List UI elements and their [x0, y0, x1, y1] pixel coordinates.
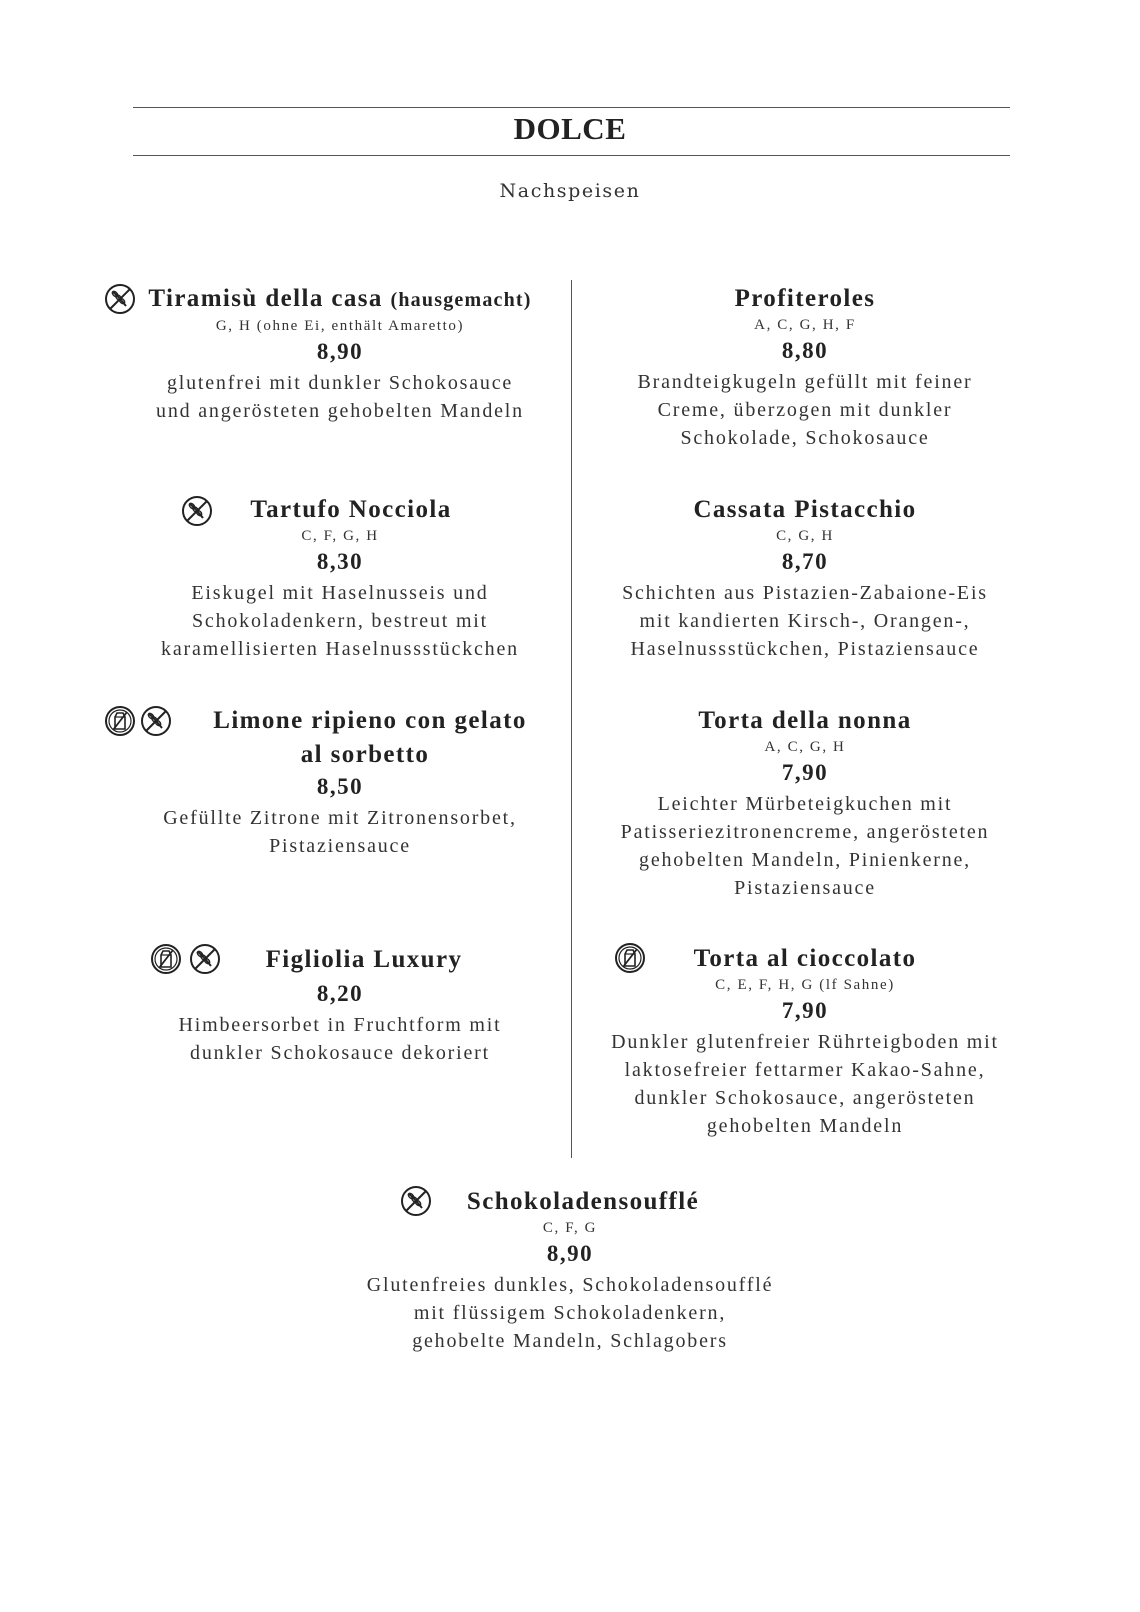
menu-item-limone-ripieno [160, 704, 580, 772]
item-description: Glutenfreies dunkles, Schokoladensoufflé mit flüssigem Schokoladenkern, gehobelte Mandeln, Schlagobers [366, 1274, 774, 1352]
item-price: 8,30 [316, 549, 364, 574]
item-price: 8,90 [546, 1241, 594, 1266]
item-description: Gefüllte Zitrone mit Zitronensorbet, Pistaziensauce [163, 807, 517, 857]
item-allergens: C, G, H [776, 528, 834, 544]
menu-item-limone-details [120, 770, 560, 860]
menu-item-cassata-pistacchio [585, 493, 1025, 663]
menu-item-tartufo-nocciola [120, 493, 560, 663]
item-name: Figliolia Luxury [265, 946, 463, 973]
item-allergens: A, C, G, H [764, 739, 846, 755]
page-title: DOLCE [513, 111, 627, 146]
item-description: Brandteigkugeln gefüllt mit feiner Creme, überzogen mit dunkler Schokolade, Schokosauce [637, 371, 973, 449]
item-price: 7,90 [781, 760, 829, 785]
item-description: Schichten aus Pistazien-Zabaione-Eis mit kandierten Kirsch-, Orangen-, Haselnussstückchen, Pistaziensauce [622, 582, 988, 660]
item-name: Tartufo Nocciola [250, 496, 452, 523]
item-price: 8,80 [781, 338, 829, 363]
menu-item-torta-al-cioccolato [575, 942, 1035, 1140]
top-rule [133, 107, 1010, 108]
item-description: glutenfrei mit dunkler Schokosauce und angerösteten gehobelten Mandeln [156, 372, 524, 422]
item-name: Cassata Pistacchio [693, 496, 917, 523]
item-allergens: G, H (ohne Ei, enthält Amaretto) [215, 318, 465, 334]
item-price: 7,90 [781, 998, 829, 1023]
item-description: Dunkler glutenfreier Rührteigboden mit laktosefreier fettarmer Kakao-Sahne, dunkler Schokosauce, angerösteten gehobelten Mandeln [611, 1031, 999, 1137]
item-name: Torta al cioccolato [693, 945, 917, 972]
menu-item-schokoladensouffle [310, 1185, 830, 1355]
menu-item-profiteroles [585, 282, 1025, 452]
item-description: Leichter Mürbeteigkuchen mit Patisseriezitronencreme, angerösteten gehobelten Mandeln, Pinienkerne, Pistaziensauce [620, 793, 990, 899]
menu-item-tiramisu [130, 282, 550, 425]
item-name: Torta della nonna [698, 707, 912, 734]
item-allergens: C, F, G [542, 1220, 598, 1236]
lactose-free-icon [104, 705, 136, 737]
title-rule [133, 155, 1010, 156]
item-description: Himbeersorbet in Fruchtform mit dunkler Schokosauce dekoriert [178, 1014, 502, 1064]
item-description: Eiskugel mit Haselnusseis und Schokoladenkern, bestreut mit karamellisierten Haselnussstückchen [161, 582, 519, 660]
item-allergens: A, C, G, H, F [754, 317, 856, 333]
item-price: 8,50 [316, 774, 364, 799]
item-price: 8,90 [316, 339, 364, 364]
item-price: 8,70 [781, 549, 829, 574]
item-price: 8,20 [316, 981, 364, 1006]
menu-item-torta-della-nonna [585, 704, 1025, 902]
item-name: Profiteroles [734, 285, 876, 312]
item-name: Limone ripieno con gelato al sorbetto [213, 707, 527, 768]
item-name: Schokoladensoufflé [466, 1188, 700, 1215]
item-name: Tiramisù della casa (hausgemacht) [148, 285, 532, 312]
item-name-suffix: (hausgemacht) [390, 289, 532, 311]
menu-item-figliolia-luxury [120, 943, 560, 1067]
item-allergens: C, F, G, H [301, 528, 379, 544]
page-subtitle: Nachspeisen [499, 180, 641, 202]
item-allergens: C, E, F, H, G (lf Sahne) [715, 977, 895, 993]
